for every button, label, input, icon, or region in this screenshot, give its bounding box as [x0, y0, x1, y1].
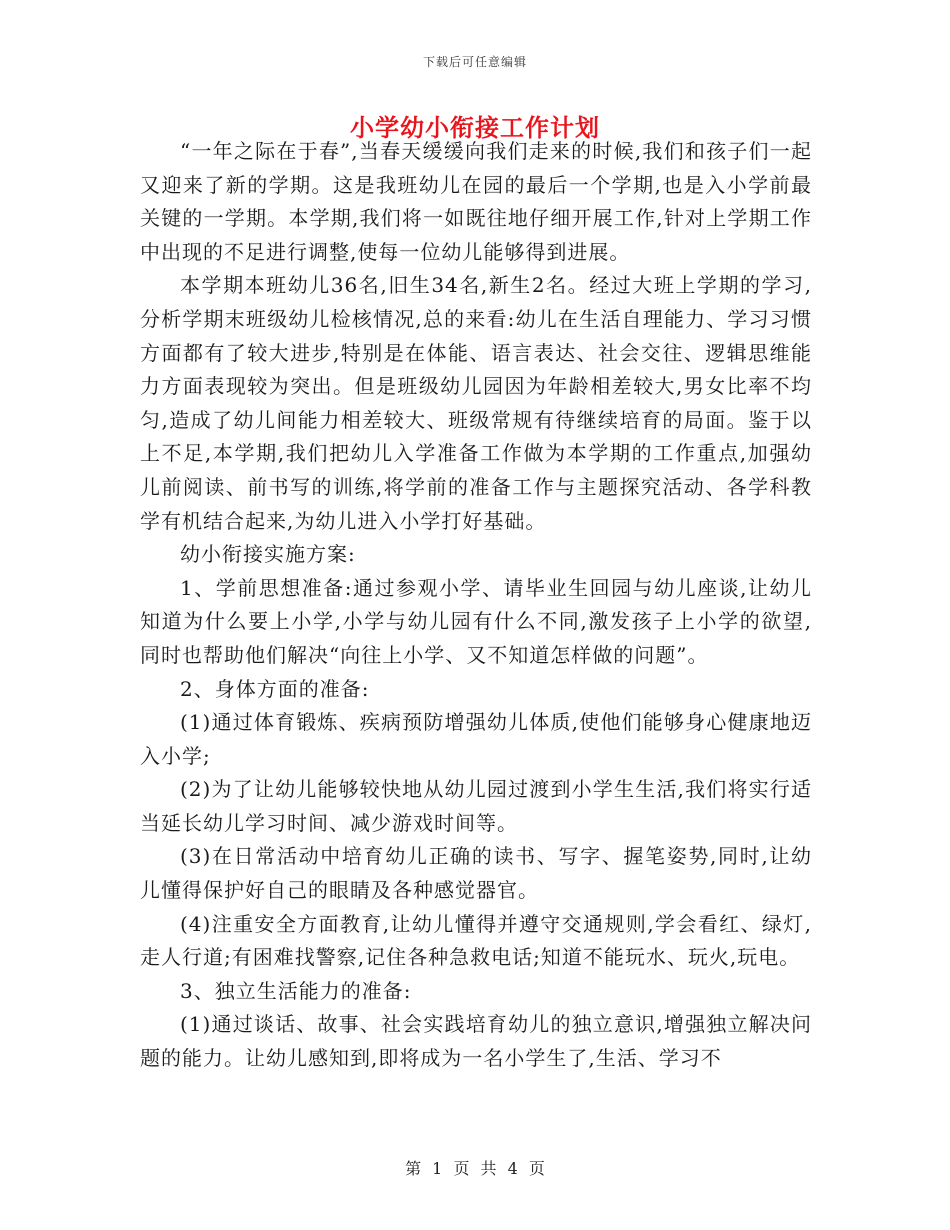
paragraph: 本学期本班幼儿36名,旧生34名,新生2名。经过大班上学期的学习,分析学期末班级幼儿检核情况,总的来看:幼儿在生活自理能力、学习习惯方面都有了较大进步,特别是在体能、语言表达、社会交往、逻辑思维能力方面表现较为突出。但是班级幼儿园因为年龄相差较大,男女比率不均匀,造成了幼儿间能力相差较大、班级常规有待继续培育的局面。鉴于以上不足,本学期,我们把幼儿入学准备工作做为本学期的工作重点,加强幼儿前阅读、前书写的训练,将学前的准备工作与主题探究活动、各学科教学有机结合起来,为幼儿进入小学打好基础。 [140, 273, 812, 533]
paragraph: (3)在日常活动中培育幼儿正确的读书、写字、握笔姿势,同时,让幼儿懂得保护好自己的眼睛及各种感觉器官。 [140, 844, 812, 903]
paragraph: 幼小衔接实施方案: [180, 542, 356, 567]
page-number: 第 1 页 共 4 页 [405, 1159, 545, 1178]
paragraph: (1)通过体育锻炼、疾病预防增强幼儿体质,使他们能够身心健康地迈入小学; [140, 710, 812, 768]
paragraph: (4)注重安全方面教育,让幼儿懂得并遵守交通规则,学会看红、绿灯,走人行道;有困难找警察,记住各种急救电话;知道不能玩水、玩火,玩电。 [140, 911, 812, 970]
paragraph: (2)为了让幼儿能够较快地从幼儿园过渡到小学生生活,我们将实行适当延长幼儿学习时间、减少游戏时间等。 [140, 777, 812, 835]
header-note: 下载后可任意编辑 [422, 55, 527, 69]
document-title: 小学幼小衔接工作计划 [350, 113, 600, 142]
paragraph: (1)通过谈话、故事、社会实践培育幼儿的独立意识,增强独立解决问题的能力。让幼儿感知到,即将成为一名小学生了,生活、学习不 [140, 1012, 812, 1071]
paragraph: “一年之际在于春”,当春天缓缓向我们走来的时候,我们和孩子们一起又迎来了新的学期。这是我班幼儿在园的最后一个学期,也是入小学前最关键的一学期。本学期,我们将一如既往地仔细开展工作,针对上学期工作中出现的不足进行调整,使每一位幼儿能够得到进展。 [140, 139, 812, 264]
paragraph: 2、身体方面的准备: [180, 676, 370, 701]
paragraph: 3、独立生活能力的准备: [180, 978, 412, 1003]
document-body [140, 135, 812, 1076]
paragraph: 1、学前思想准备:通过参观小学、请毕业生回园与幼儿座谈,让幼儿知道为什么要上小学,小学与幼儿园有什么不同,激发孩子上小学的欲望,同时也帮助他们解决“向往上小学、又不知道怎样做的问题”。 [140, 575, 812, 667]
